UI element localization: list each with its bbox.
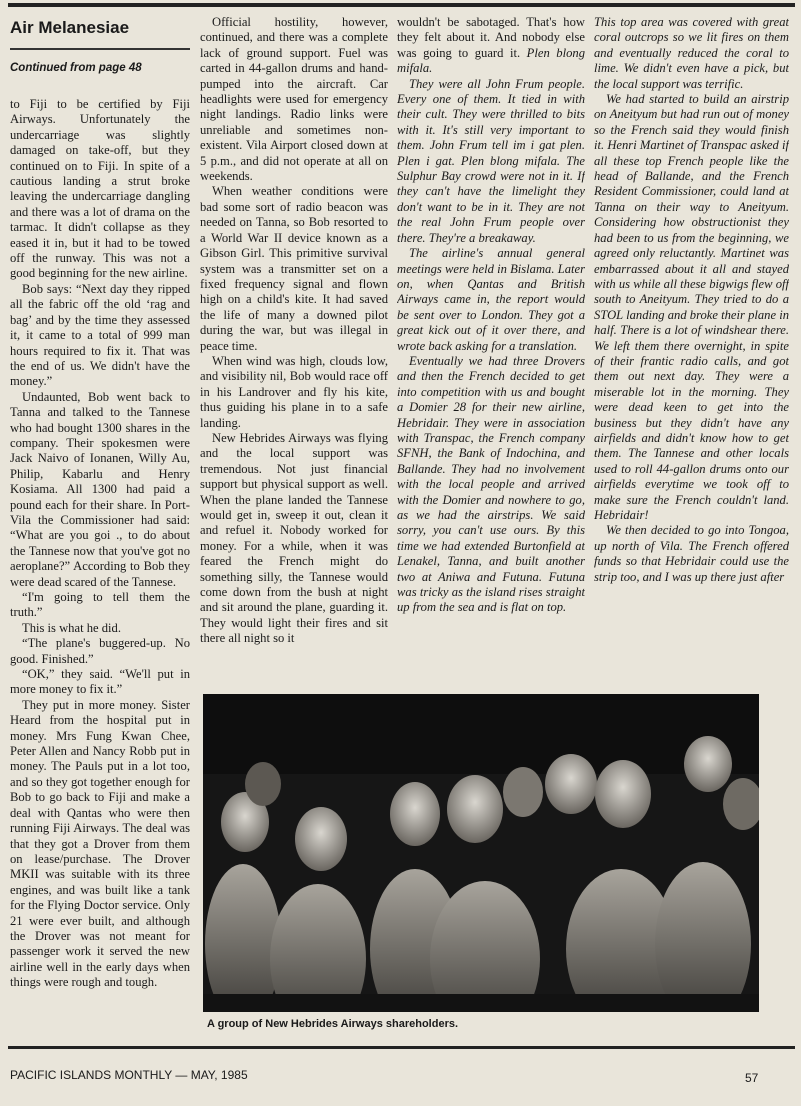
paragraph: to Fiji to be certified by Fiji Airways. Unfortunately the undercarriage was slightly damaged on take-off, but they continued on to Fiji. In spite of a cautious landing a strut broke leaving the undercarriage dangling and there was a lot of drama on the tarmac. It didn't collapse as they eased it in, but it had to be towed off the runway. This was not a good beginning for the new airline.	[10, 97, 190, 281]
paragraph: They were all John Frum people. Every one of them. It tied in with their cult. They were thrilled to bits with it. It's still very important to them. John Frum tell im i gat plen. Plen i gat. Plen blong mifala. The Sulphur Bay crowd were not in it. If they can't have the limelight they don't want to be in it. They are not the real John Frum people over there. They're a breakaway.	[397, 76, 585, 245]
page-number: 57	[745, 1071, 759, 1085]
paragraph	[397, 15, 585, 77]
paragraph: They put in more money. Sister Heard from the hospital put in money. Mrs Fung Kwan Chee, Peter Allen and Nancy Robb put in money. The Pauls put in a lot too, and so they got together enough for Bob to go back to Fiji and make a deal with Qantas who were then running Fiji Airways. The deal was that they got a Drover from them on lease/purchase. The Drover MKII was suitable with its three engines, and was built like a tank for the Flying Doctor service. Only 21 were ever built, and although the Drover was not meant for passenger work it served the new airline well in the early days when things were rough and tough.	[10, 697, 190, 990]
footer-publication: PACIFIC ISLANDS MONTHLY — MAY, 1985	[10, 1068, 248, 1082]
article-column-3	[397, 15, 585, 687]
paragraph: Official hostility, however, continued, and there was a complete lack of ground support. Fuel was carted in 44-gallon drums and hand-pumped into the aircraft. Car headlights were used for emergency night landings. Radio links were unreliable and sometimes non-existent. Vila Airport closed down at 5 p.m., and did not operate at all on weekends.	[200, 15, 388, 184]
shareholders-photo	[203, 694, 759, 1012]
paragraph: The airline's annual general meetings were held in Bislama. Later on, when Qantas and British Airways came in, the report would be sent over to London. They got a great kick out of it over there, and wrote back asking for a translation.	[397, 246, 585, 353]
paragraph: “The plane's buggered-up. No good. Finished.”	[10, 636, 190, 666]
top-rule	[8, 3, 795, 7]
article-column-1	[10, 97, 190, 1035]
paragraph-italic-text: Plen blong mifala.	[397, 45, 585, 76]
paragraph: When weather conditions were bad some sort of radio beacon was needed on Tanna, so Bob resorted to a World War II device known as a Gibson Girl. This primitive survival system was a transmitter set on a fixed frequency signal and flown high on a child's kite. It had saved the life of many a downed pilot during the war, but was illegal in peace time.	[200, 184, 388, 353]
article-column-4	[594, 15, 789, 687]
paragraph: Eventually we had three Drovers and then the French decided to get into competition with us and bought a Domier 28 for their new airline, Hebridair. They were in association with Transpac, the French company SFNH, the Bank of Indochina, and Ballande. They had no involvement with the local people and arrived with the Domier and nowhere to go, as we had the airstrips. We said sorry, you can't use ours. By this time we had extended Burtonfield at Lenakel, Tanna, and built another two at Aniwa and Futuna. Futuna was tricky as the island rises straight up from the sea and is flat on top.	[397, 353, 585, 615]
paragraph: We had started to build an airstrip on Aneityum but had run out of money so the French said they would finish it. Henri Martinet of Transpac asked if all these top French people like the head of Ballande, and the French Resident Commissioner, could land at Tanna on their way to Aneityum. Considering how obstructionist they had been to us from the beginning, we agreed only reluctantly. Martinet was embarrassed about it all and stayed with us while all these bigwigs flew off south to Aneityum. They tried to do a STOL landing and broke their plane in half. There is a lot of windshear there. We left them there overnight, in spite of their frantic radio calls, and got them out next day. They were a miserable lot in the morning. They were dead keen to get into the business but they didn't have any airfields and didn't know how to get them. The Tannese and other locals used to roll 44-gallon drums onto our airfields everytime we took off to make sure the French couldn't land. Hebridair!	[594, 92, 789, 522]
paragraph: This top area was covered with great coral outcrops so we lit fires on them and eventually reduced the coral to lime. We didn't even have a pick, but the local support was terrific.	[594, 15, 789, 91]
paragraph: Bob says: “Next day they ripped all the fabric off the old ‘rag and bag’ and by the time they assessed it, it came to a total of 999 man hours required to fix it. That was the end of us. We didn't have the money.”	[10, 281, 190, 389]
photo-caption: A group of New Hebrides Airways shareholders.	[207, 1018, 459, 1030]
shareholders-photo-image	[203, 694, 759, 1012]
paragraph: We then decided to go into Tongoa, up north of Vila. The French offered funds so that Hebridair could use the strip too, and I was up there just after	[594, 523, 789, 584]
paragraph: This is what he did.	[22, 620, 121, 635]
title-rule	[10, 48, 190, 50]
paragraph: Undaunted, Bob went back to Tanna and talked to the Tannese who had bought 1300 shares in the company. Their spokesmen were Jack Naivo of Ionanen, Willy Au, Philip, Kabarlu and Henry Kosiama. All 1300 had paid a pound each for their share. In Port-Vila the Commissioner had said: “What are you goi ., to do about the Tannese now that you've got no aeroplane?” According to Bob they were dead scared of the Tannese.	[10, 389, 190, 589]
continued-note: Continued from page 48	[10, 62, 142, 74]
paragraph: When wind was high, clouds low, and visibility nil, Bob would race off in his Landrover and fly his kite, thus guiding his plane in to a safe landing.	[200, 353, 388, 430]
paragraph: “I'm going to tell them the truth.”	[10, 590, 190, 620]
paragraph: New Hebrides Airways was flying and the local support was tremendous. Not just financial support but physical support as well. When the plane landed the Tannese would get in, sweep it out, clean it and refuel it. Nobody worked for money. For a while, when it was feared the French might do something silly, the Tannese would come down from the bush at night and sit around the plane, guarding it. They would light their fires and sit there all night so it	[200, 430, 388, 646]
article-column-2	[200, 15, 388, 687]
paragraph-text: wouldn't be sabotaged. That's how they felt about it. And nobody else was going to guard it.	[397, 15, 585, 60]
section-title: Air Melanesiae	[10, 18, 130, 37]
bottom-rule	[8, 1046, 795, 1049]
paragraph: “OK,” they said. “We'll put in more money to fix it.”	[10, 667, 190, 697]
